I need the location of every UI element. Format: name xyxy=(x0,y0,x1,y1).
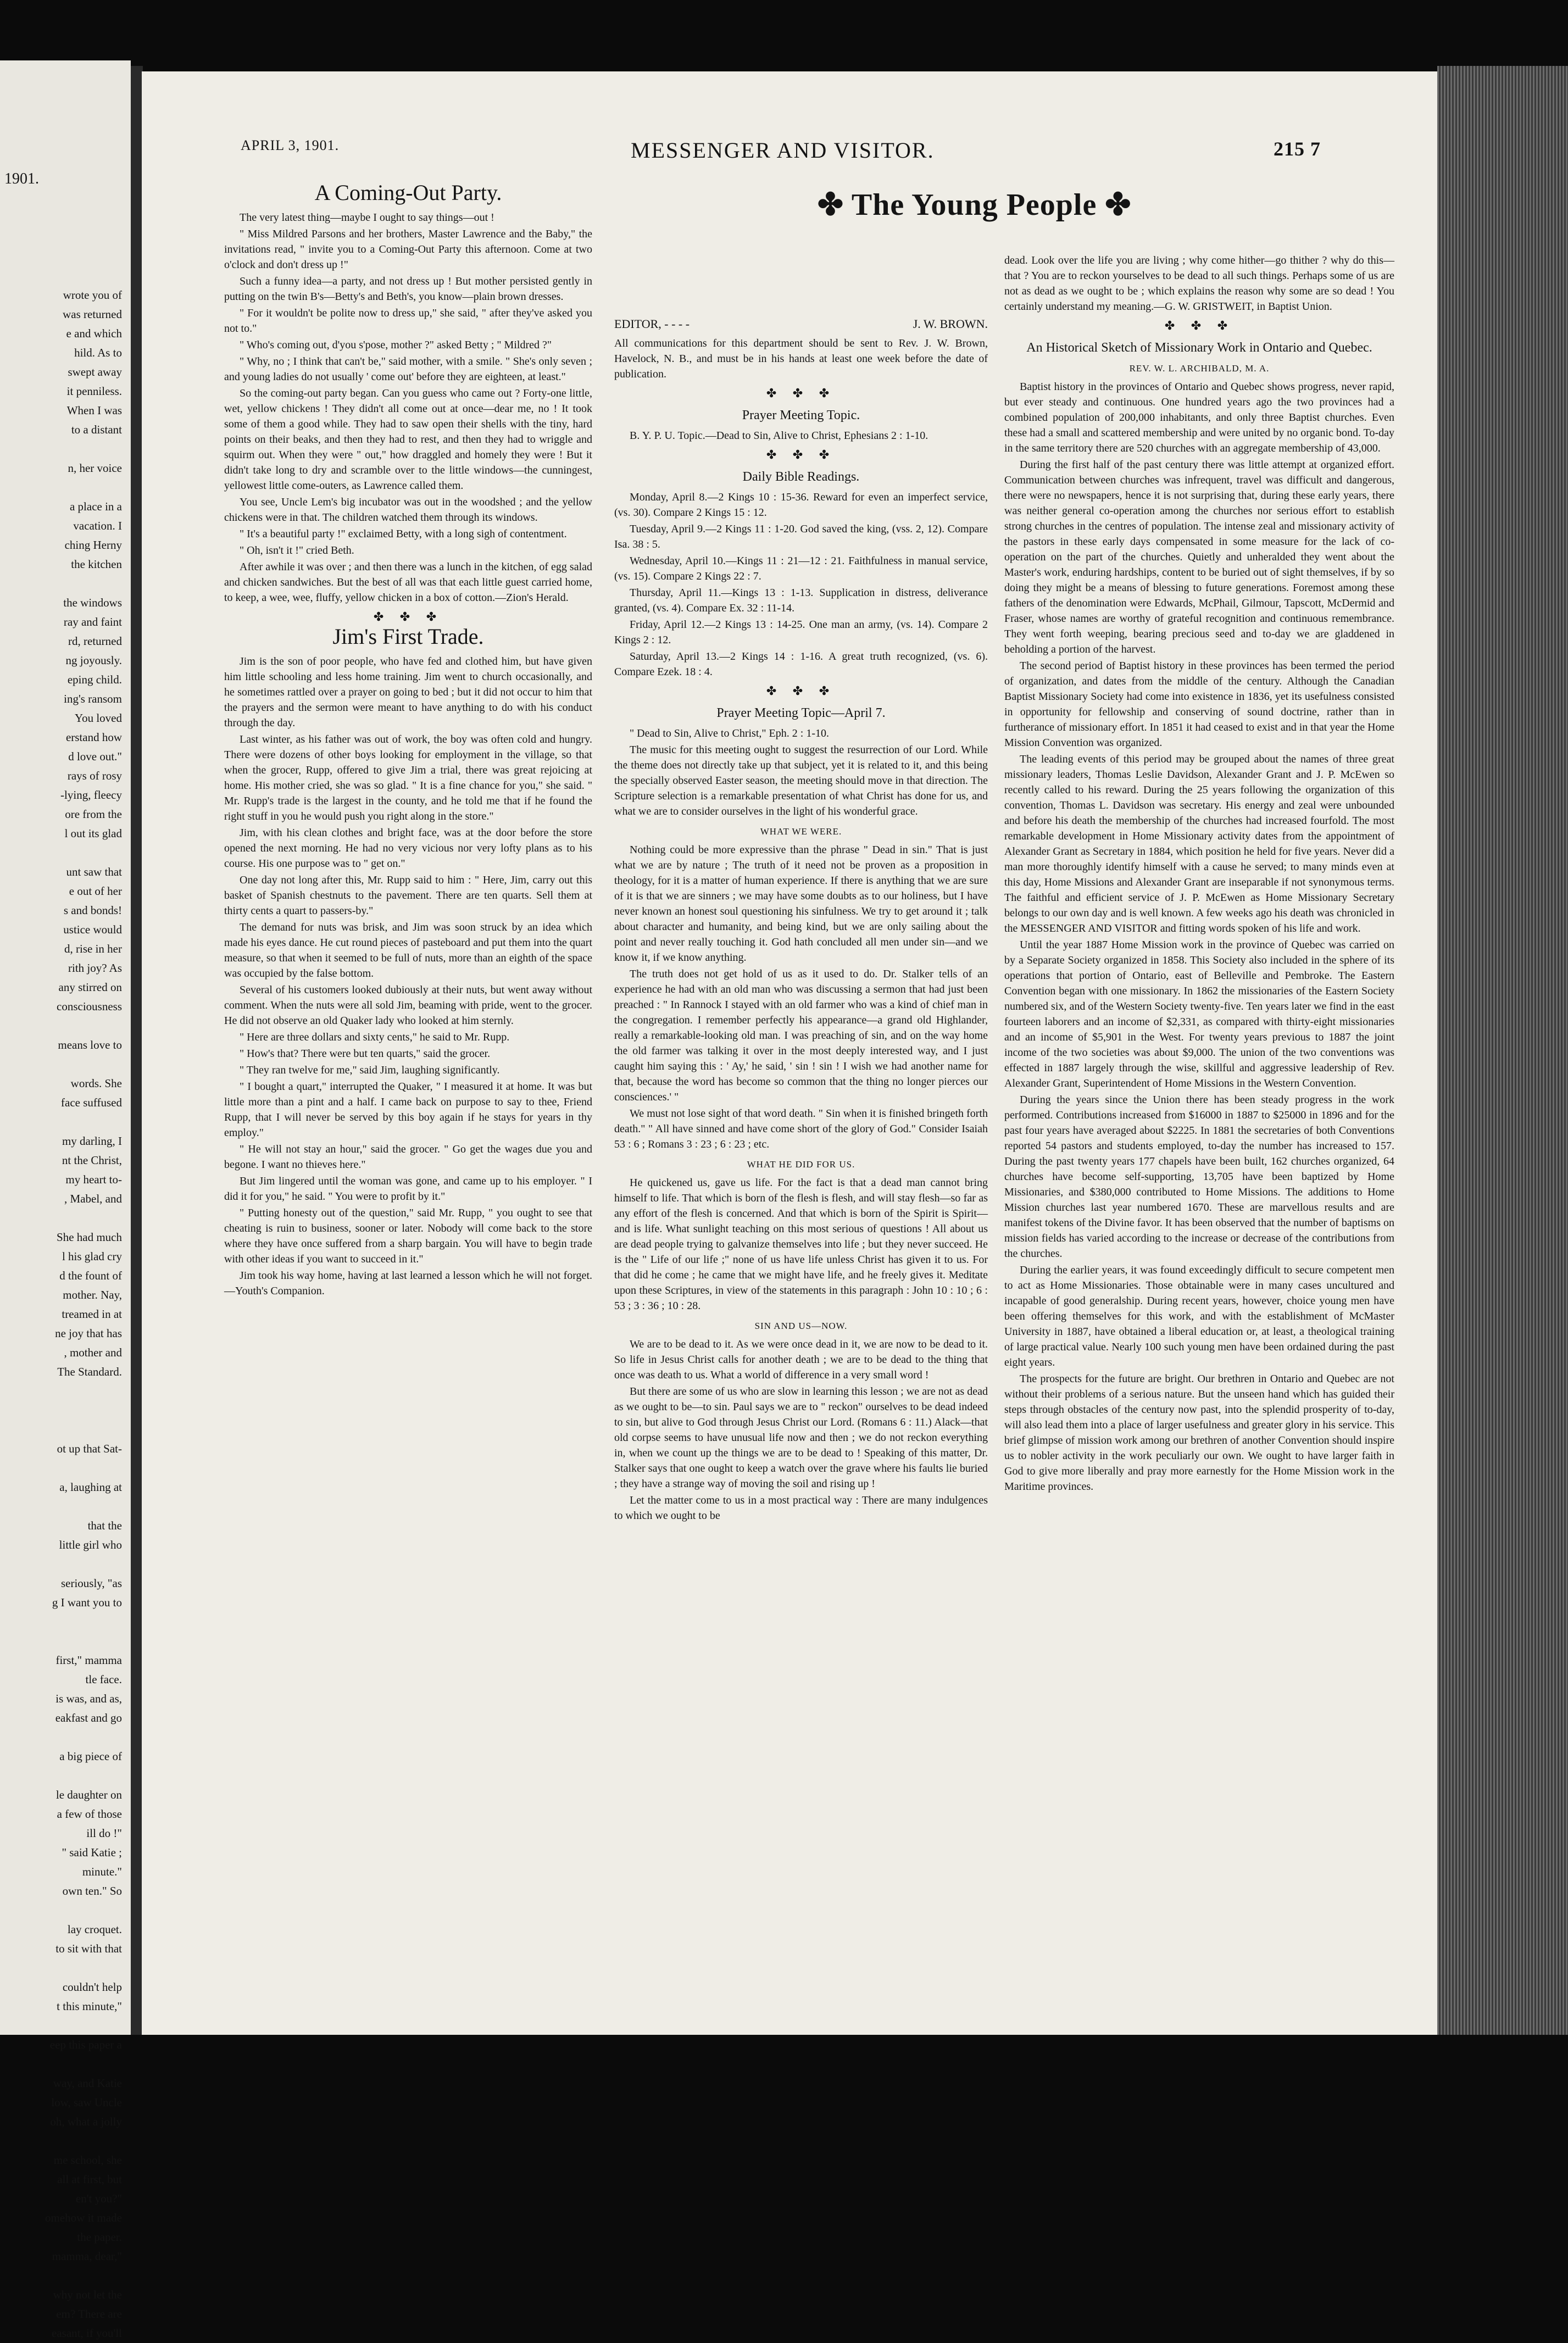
facing-page-line: a, laughing at xyxy=(59,1481,122,1494)
paragraph: The very latest thing—maybe I ought to say things—out ! xyxy=(240,212,494,224)
facing-page-line: low, saw Uncle xyxy=(51,2096,122,2109)
facing-page-line: eep this paper a xyxy=(49,2038,122,2051)
paragraph: But Jim lingered until the woman was gone, and came up to his employer. " I did it for you," he said. " You were to profit by it." xyxy=(224,1175,592,1203)
column-left xyxy=(224,181,592,1300)
facing-page-line: rith joy? As xyxy=(68,961,122,975)
facing-page-line: ray and faint xyxy=(63,615,122,628)
column-middle xyxy=(614,179,988,1524)
facing-page-line xyxy=(0,1382,126,1401)
sketch-title: An Historical Sketch of Missionary Work in Ontario and Quebec. xyxy=(1026,341,1372,355)
facing-page-line: -lying, fleecy xyxy=(60,788,122,802)
facing-page-line: first," mamma xyxy=(55,1654,122,1667)
facing-page-line xyxy=(0,1112,126,1132)
facing-page-line: face suffused xyxy=(61,1096,122,1109)
paragraph: Nothing could be more expressive than the phrase " Dead in sin." That is just what we are by nature ; The truth of it need not be proven as a proposition in theology, for it is a matter of human experience. If there is anything that we are sure of it is that we are sinners ; we may have some doubts as to our holiness, but I have never known an honest soul questioning his sinfulness. We try to get around it ; talk about character and humanity, and being kind, but we are only sailing about the point and never really touching it. God hath concluded all men under sin—and we know it, if we know anything. xyxy=(614,844,988,964)
paragraph: After awhile it was over ; and then there was a lunch in the kitchen, of egg salad and chicken sandwiches. But the best of all was that each little guest carried home, to keep, a wee, wee, fluffy, yellow chicken in a box of cotton.—Zion's Herald. xyxy=(224,561,593,604)
facing-page-line xyxy=(0,1401,126,1420)
paragraph: The leading events of this period may be grouped about the names of three great missionary leaders, Thomas Leslie Davidson, Alexander Grant and J. P. McEwen so recently called to his reward. During the 25 years following the organization of this convention, Thomas L. Davidson was secretary. His energy and zeal were unbounded and before his death the membership of the churches had increased fourfold. The most remarkable development in Home Missionary activity dates from the appointment of Alexander Grant as Secretary in 1884, which position he held for five years. Never did a man more thoroughly identify himself with a cause he served; to many minds even at this day, Home Missions and Alexander Grant are inseparable if not synonymous terms. The faithful and efficient service of J. P. McEwen as Home Missionary Secretary belongs to our own day and is well known. A few weeks ago his death was chronicled in the MESSENGER AND VISITOR and fitting words spoken of his life and work. xyxy=(1004,753,1394,934)
facing-page-line: em? There are xyxy=(56,2307,122,2320)
section-title: ✤ The Young People ✤ xyxy=(818,188,1132,222)
bible-reading: Saturday, April 13.—2 Kings 14 : 1-16. A great truth recognized, (vs. 6). Compare Ezek. 18 : 4. xyxy=(614,650,988,678)
facing-page-line: to a distant xyxy=(71,423,122,436)
facing-page-line: words. She xyxy=(70,1077,122,1090)
facing-page-line: e out of her xyxy=(69,884,122,898)
paragraph: " Who's coming out, d'you s'pose, mother ?" asked Betty ; " Mildred ?" xyxy=(240,339,552,351)
facing-page-line: l his glad cry xyxy=(62,1250,122,1263)
facing-page-line: rays of rosy xyxy=(67,769,122,782)
page-number: 215 7 xyxy=(1274,138,1321,160)
facing-page-line: swept away xyxy=(68,365,122,379)
what-he-did-body xyxy=(614,1175,988,1314)
paragraph: " Putting honesty out of the question," said Mr. Rupp, " you ought to see that cheating is ruin to business, sooner or later. Nobody will come back to the store where they have once suffered from a sharp bargain. You will have to begin trade with other ideas if you want to succeed in it." xyxy=(224,1207,592,1265)
facing-page-line xyxy=(0,478,126,497)
editor-line xyxy=(614,316,988,332)
facing-page-line: wrote you of xyxy=(63,288,122,302)
paragraph: We are to be dead to it. As we were once dead in it, we are now to be dead to it. So life in Jesus Christ calls for another death ; we are to be dead to the thing that once was death to us. What a world of difference in a very small word ! xyxy=(614,1338,988,1381)
facing-page-line: why not let the xyxy=(53,2288,122,2301)
facing-page-line: a big piece of xyxy=(59,1750,122,1763)
facing-page-line: was returned xyxy=(63,308,122,321)
facing-page-line xyxy=(0,1766,126,1785)
facing-page-line: ching Herny xyxy=(64,538,122,552)
facing-page-text xyxy=(0,286,126,2343)
ornament-divider: ✤ ✤ ✤ xyxy=(766,684,836,698)
paragraph: The music for this meeting ought to suggest the resurrection of our Lord. While the theme does not directly take up that subject, yet it is related to it, and this being the specially observed Easter season, the meeting should move in that direction. The Scripture selection is a remarkable presentation of what Christ has done for us, and what we are to consider ourselves in the light of his wonderful grace. xyxy=(614,744,988,817)
paragraph: He quickened us, gave us life. For the fact is that a dead man cannot bring himself to life. That which is born of the flesh is flesh, and will stay flesh—so far as any effort of the flesh is concerned. And that which is born of the Spirit is Spirit—and is life. What sunlight teaching on this most serious of questions ! All about us are dead people trying to galvanize themselves into life ; but they never succeed. He is the " Life of our life ;" none of us have life unless Christ has given it to us. For that did he come ; he came that we might have life, and he freely gives it. Meditate upon these Scriptures, in view of the statements in this paragraph : John 10 : 10 ; 6 : 53 ; 3 : 36 ; 10 : 28. xyxy=(614,1177,988,1312)
facing-page-line xyxy=(0,1612,126,1632)
paragraph: During the years since the Union there has been steady progress in the work performed. Contributions increased from $16000 in 1887 to $25000 in 1896 and for the past four years have averaged about $2225. In 1881 the secretaries of both Conventions reported 54 pastors and students employed, to-day the number has increased to 157. During the past twenty years 177 chapels have been built, 162 churches organized, 64 churches have become self-supporting, 13,705 have been baptized by Home Missionaries, and $380,000 contributed to Home Missions. The additions to Home Mission churches last year numbered 1670. These are marvellous results and are manifest tokens of the Divine favor. It has been observed that the number of baptisms on mission fields has varied according to the increase or decrease of the contributions from the churches. xyxy=(1004,1094,1394,1260)
facing-page-line: unt saw that xyxy=(66,865,122,878)
what-he-did-heading: WHAT HE DID FOR US. xyxy=(747,1159,855,1170)
facing-page-line: , Mabel, and xyxy=(64,1192,122,1205)
facing-page-line: " said Katie ; xyxy=(62,1846,122,1859)
facing-page-line xyxy=(0,2266,126,2285)
paragraph: " Why, no ; I think that can't be," said mother, with a smile. " She's only seven ; and young ladies do not usually ' come out' before they are eighteen, at least." xyxy=(224,355,592,383)
bible-readings-list xyxy=(614,489,988,680)
facing-page-line xyxy=(0,1459,126,1478)
page-gutter xyxy=(131,66,143,2035)
editor-name: J. W. BROWN. xyxy=(913,317,988,331)
facing-page-line: rd, returned xyxy=(68,635,122,648)
facing-page-line xyxy=(0,1555,126,1574)
paragraph: " They ran twelve for me," said Jim, laughing significantly. xyxy=(240,1064,500,1076)
facing-page-line xyxy=(0,843,126,862)
paragraph: The truth does not get hold of us as it used to do. Dr. Stalker tells of an experience he had with an old man who was discussing a sermon that had just been preached : " In Rannock I stayed with an old farmer who was a kind of chief man in the congregation. I remember perfectly his appearance—a grand old Highlander, really a remarkable-looking old man. I was preaching of sin, and on the way home the old farmer was talking it over in the most deeply interested way, and I just caught him saying this : ' Ay,' he said, ' sin ! sin ! I wish we had another name for that, because the word has become so common that the thing no longer pierces our consciences.' " xyxy=(614,968,988,1103)
facing-page-line: hild. As to xyxy=(74,346,122,359)
paragraph: Jim took his way home, having at last learned a lesson which he will not forget.—Youth's Companion. xyxy=(224,1270,592,1297)
facing-page-line: ot up that Sat- xyxy=(57,1442,122,1455)
facing-page-line: g I want you to xyxy=(52,1596,122,1609)
facing-page-line: t this minute," xyxy=(57,2000,122,2013)
facing-page-line: easant, if you'll xyxy=(52,2327,122,2340)
what-we-were-body xyxy=(614,842,988,1152)
book-edge xyxy=(1437,66,1568,2035)
issue-date: APRIL 3, 1901. xyxy=(241,137,340,153)
facing-page-line: tle face. xyxy=(85,1673,122,1686)
facing-page-line: the paper. xyxy=(77,2230,122,2244)
facing-page-line: le daughter on xyxy=(55,1788,122,1801)
paragraph: " It's a beautiful party !" exclaimed Betty, with a long sigh of contentment. xyxy=(240,528,567,540)
facing-page-line: d love out." xyxy=(68,750,122,763)
facing-page-line: vacation. I xyxy=(73,519,122,532)
facing-page-line: e and which xyxy=(66,327,122,340)
paragraph: So the coming-out party began. Can you guess who came out ? Forty-one little, wet, yellow chickens ! They didn't all come out at once—dear me, no ! It took some of them a good while. They had to saw open their shells with the tiny, hard points on their beaks, and then they had to rest, and then they had to wriggle and squirm out. When they were " out," how draggled and homely they were ! But it didn't take long to dry and scramble over to the little windows—the cunningest, yellowest little come-outers, as Lawrence called them. xyxy=(224,387,592,492)
paragraph: The prospects for the future are bright. Our brethren in Ontario and Quebec are not without their problems of a serious nature. But the unseen hand which has guided their steps through obstacles of the century now past, into the splendid prosperity of to-day, will also lead them into a place of larger usefulness and greater glory in his service. This brief glimpse of mission work among our brethren of another Convention should inspire us to nobler activity in the work peculiarly our own. We ought to have larger faith in God to give more liberally and pray more earnestly for the Home Mission work in the Maritime provinces. xyxy=(1004,1373,1394,1493)
bible-reading: Friday, April 12.—2 Kings 13 : 14-25. One man an army, (vs. 14). Compare 2 Kings 2 : 12. xyxy=(614,619,988,646)
facing-page-line: own ten." So xyxy=(62,1884,122,1897)
facing-page-line xyxy=(0,1016,126,1036)
facing-page-line: the windows xyxy=(63,596,122,609)
ornament-divider: ✤ ✤ ✤ xyxy=(373,610,443,624)
bible-reading: Tuesday, April 9.—2 Kings 11 : 1-20. God saved the king, (vss. 2, 12). Compare Isa. 38 : 5. xyxy=(614,523,988,550)
sin-and-us-heading: SIN AND US—NOW. xyxy=(754,1321,848,1331)
facing-page-line: eping child. xyxy=(67,673,122,686)
facing-page-line: all at first, but xyxy=(57,2173,122,2186)
facing-page-line xyxy=(0,1420,126,1439)
facing-page-line: my darling, I xyxy=(62,1134,122,1148)
paragraph: Let the matter come to us in a most practical way : There are many indulgences to which we ought to be xyxy=(614,1494,988,1522)
bible-reading: Monday, April 8.—2 Kings 10 : 15-36. Reward for even an imperfect service, (vs. 30). Compare 2 Kings 15 : 12. xyxy=(614,491,988,519)
facing-page-line: seriously, "as xyxy=(60,1577,122,1590)
facing-page-line: The Standard. xyxy=(57,1365,122,1378)
facing-page-line: ing's ransom xyxy=(64,692,122,705)
paragraph: During the earlier years, it was found exceedingly difficult to secure competent men to act as Home Missionaries. Those obtainable were in many cases uncultured and incapable of good generalship. During recent years, however, choice young men have been offering themselves for this work, and with the establishment of McMaster University in 1887, have obtained a liberal education or, at least, a theological training of large practical value. Nearly 100 such young men have been ordained during the past eight years. xyxy=(1004,1264,1394,1368)
facing-page-line xyxy=(0,574,126,593)
article-title-jims-first-trade: Jim's First Trade. xyxy=(332,624,484,649)
facing-page-line: my heart to- xyxy=(65,1173,122,1186)
paragraph: The second period of Baptist history in these provinces has been termed the period of organization, and dates from the middle of the century. Although the Canadian Baptist Missionary Society had come into existence in 1836, yet its usefulness consisted in opportunity for fellowship and conserving of sound doctrine, rather than in furtherance of missionary effort. In 1851 it had ceased to exist and in that year the Home Mission Convention was organized. xyxy=(1004,660,1394,749)
facing-page-line: l out its glad xyxy=(64,827,122,840)
facing-page-line: treamed in at xyxy=(62,1307,122,1321)
facing-page-line: to sit with that xyxy=(55,1942,122,1955)
facing-page-line xyxy=(0,1055,126,1074)
facing-page-line: d the fount of xyxy=(59,1269,122,1282)
facing-page-line: ne joy that has xyxy=(55,1327,122,1340)
facing-page-line: When I was xyxy=(66,404,122,417)
bible-reading: Wednesday, April 10.—Kings 11 : 21—12 : 21. Faithfulness in manual service, (vs. 15). Compare 2 Kings 22 : 7. xyxy=(614,555,988,582)
facing-page-line: ng joyously. xyxy=(65,654,122,667)
what-we-were-heading: WHAT WE WERE. xyxy=(760,826,842,837)
paragraph: Jim, with his clean clothes and bright face, was at the door before the store opened the next morning. He had no very vicious nor very lofty plans as to his course. His one purpose was to " get on." xyxy=(224,827,592,870)
facing-page-line xyxy=(0,1958,126,1978)
paragraph: Until the year 1887 Home Mission work in the province of Quebec was carried on by a Separate Society organized in 1858. This Society also included in the sphere of its operations that portion of Ontario, east of Belleville and Pembroke. The Eastern Convention began with one missionary. In 1862 the missionaries of the Eastern Society numbered six, and of the Western Society twenty-five. Ten years later we find in the east fourteen laborers and an income of $2,331, as compared with thirty-eight missionaries and an income of $5,901 in the West. For twenty years previous to 1887 the joint income of the two societies was about $9,000. The union of the two conventions was effected in 1887 largely through the wise, skillful and aggressive leadership of Rev. Alexander Grant, Superintendent of Home Missions in the Western Convention. xyxy=(1004,939,1394,1089)
facing-page-line xyxy=(0,1632,126,1651)
paragraph: " For it wouldn't be polite now to dress up," she said, " after they've asked you not to." xyxy=(224,307,592,335)
paragraph: Jim is the son of poor people, who have fed and clothed him, but have given him little schooling and less home training. Jim went to church occasionally, and he sometimes rattled over a prayer on going to bed ; but it did not occur to him that the prayers and the sermon were meant to have anything to do with his conduct through the day. xyxy=(224,655,592,729)
facing-page-line: ill do !" xyxy=(86,1827,122,1840)
paragraph: Last winter, as his father was out of work, the boy was often cold and hungry. There were dozens of other boys looking for employment in the village, so that when the grocer, Rupp, offered to give Jim a trial, there was great rejoicing at home. His mother cried, she was so glad. " It is a fine chance for you," she said. " Mr. Rupp's trade is the largest in the county, and he told me that if he found the right stuff in you he would push you right along in the store." xyxy=(224,733,592,822)
facing-page-line: means love to xyxy=(58,1038,122,1051)
facing-page-line: d, rise in her xyxy=(64,942,122,955)
paragraph: " I bought a quart," interrupted the Quaker, " I measured it at home. It was but little more than a pint and a half. I came back on purpose to say to thee, Friend Rupp, that I will never be served by this boy again if he stays for years in thy employ." xyxy=(224,1081,592,1139)
column-right xyxy=(1004,253,1394,1495)
facing-page-line: the kitchen xyxy=(71,558,122,571)
facing-page-line: couldn't help xyxy=(62,1980,122,1994)
facing-page-line xyxy=(0,2016,126,2035)
facing-page-line: is was, and as, xyxy=(55,1692,122,1705)
facing-page-line: You loved xyxy=(75,711,122,725)
newspaper-page xyxy=(142,71,1437,2035)
facing-page-line: a few of those xyxy=(57,1807,122,1821)
facing-page-line: n, her voice xyxy=(68,461,122,475)
facing-page-line: ore from the xyxy=(65,808,122,821)
facing-page-line xyxy=(0,2055,126,2074)
paragraph: But there are some of us who are slow in learning this lesson ; we are not as dead as we ought to be—to sin. Paul says we are to " reckon" ourselves to be dead indeed to sin, but alive to God through Jesus Christ our Lord. (Romans 6 : 11.) Alack—that old corpse seems to have unusual life now and then ; we do not reckon everything in, when we count up the things we are to be dead to ! Speaking of this matter, Dr. Stalker says that one ought to keep a watch over the grave where his faults lie buried ; they have a strange way of moving the soil and rising up ! xyxy=(614,1385,988,1490)
ornament-divider: ✤ ✤ ✤ xyxy=(1164,319,1235,332)
prayer-topic-title: Prayer Meeting Topic. xyxy=(742,408,860,422)
paragraph: During the first half of the past century there was little attempt at organized effort. Communication between churches was infrequent, travel was difficult and dangerous, there were no newspapers, hence it is not surprising that, during these early years, there was neither general co-operation among the churches nor serious effort to establish strong churches in the centres of population. The intense zeal and missionary activity of the pastors in these early days compensated in some measure for the lack of co-operation on the part of the churches. Quietly and unheralded they went about the Master's work, enduring hardships, content to be buried out of sight themselves, if by so doing they might be a means of blessing to future generations. Foremost among these fathers of the denomination were Edwards, McPhail, Gilmour, Tapscott, McDermid and Fraser, whose names are worthy of grateful recognition and continuous remembrance. They went forth weeping, bearing precious seed and to-day we are gladdened in beholding a portion of the harvest. xyxy=(1004,459,1394,655)
facing-page-year: 1901. xyxy=(4,170,39,187)
facing-page-line: lay croquet. xyxy=(67,1923,122,1936)
article-title-coming-out-party: A Coming-Out Party. xyxy=(314,180,502,205)
paragraph: The demand for nuts was brisk, and Jim was soon struck by an idea which made his eyes dance. He cut round pieces of pasteboard and put them into the quart measure, so that when it seemed to be full of nuts, more than an eighth of the space was occupied by the false bottom. xyxy=(224,921,592,980)
facing-page-line: it penniless. xyxy=(66,385,122,398)
facing-page-line: way, and Katie xyxy=(53,2077,122,2090)
facing-page-line: She had much xyxy=(57,1231,122,1244)
article-body-coming-out-party xyxy=(224,210,592,605)
facing-page-line: , mother and xyxy=(64,1346,122,1359)
paragraph: We must not lose sight of that word death. " Sin when it is finished bringeth forth death." " All have sinned and have come short of the glory of God." Consider Isaiah 53 : 6 ; Romans 3 : 23 ; 6 : 23 ; etc. xyxy=(614,1108,988,1150)
editor-notice: All communications for this department should be sent to Rev. J. W. Brown, Havelock, N. B., and must be in his hands at least one week before the date of publication. xyxy=(614,337,988,380)
facing-page-line xyxy=(0,1497,126,1516)
sketch-body xyxy=(1004,379,1394,1494)
paragraph: Such a funny idea—a party, and not dress up ! But mother persisted gently in putting on the twin B's—Betty's and Beth's, you know—plain brown dresses. xyxy=(224,275,592,303)
april7-topic-title: Prayer Meeting Topic—April 7. xyxy=(716,706,886,720)
facing-page-line: oh, what a jolly xyxy=(50,2115,122,2128)
continued-paragraph: dead. Look over the life you are living ; why come hither—go thither ? why do this—that ? You are to reckon yourselves to be dead to all such things. Perhaps some of us are not as dead as we ought to be ; which explains the reason why some are so dead ! You certainly understand my meaning.—G. W. GRISTWEIT, in Baptist Union. xyxy=(1004,254,1394,313)
paragraph: Baptist history in the provinces of Ontario and Quebec shows progress, never rapid, but ever steady and continuous. One hundred years ago the two provinces had a combined population of 200,000 inhabitants, and only three Baptist churches. Even these had a small and scattered membership and were united by no organic bond. To-day in the same territory there are 520 churches with an aggregate membership of 43,000. xyxy=(1004,381,1394,454)
facing-page-line xyxy=(0,1901,126,1920)
prayer-topic: B. Y. P. U. Topic.—Dead to Sin, Alive to Christ, Ephesians 2 : 1-10. xyxy=(630,430,928,442)
ornament-divider: ✤ ✤ ✤ xyxy=(766,448,836,461)
sin-and-us-body xyxy=(614,1337,988,1523)
paragraph: " Miss Mildred Parsons and her brothers, Master Lawrence and the Baby," the invitations read, " invite you to a Coming-Out Party this afternoon. Come at two o'clock and don't dress up !" xyxy=(224,228,592,271)
facing-page-line xyxy=(0,1728,126,1747)
april7-topic-body xyxy=(614,726,988,819)
facing-page xyxy=(0,60,131,2340)
facing-page-line: nt the Christ, xyxy=(62,1154,122,1167)
sketch-author: REV. W. L. ARCHIBALD, M. A. xyxy=(1129,363,1270,374)
article-body-jims-first-trade xyxy=(224,654,592,1299)
facing-page-line: minute." xyxy=(82,1865,122,1878)
paragraph: One day not long after this, Mr. Rupp said to him : " Here, Jim, carry out this basket of Spanish chestnuts to the pavement. There are ten quarts. Sell them at thirty cents a quart to passers-by." xyxy=(224,874,592,917)
ornament-divider: ✤ ✤ ✤ xyxy=(766,386,836,400)
facing-page-line xyxy=(0,1209,126,1228)
facing-page-line: s and bonds! xyxy=(63,904,122,917)
facing-page-line: little girl who xyxy=(59,1538,122,1551)
facing-page-line: me school, she xyxy=(53,2153,122,2167)
paragraph: " How's that? There were but ten quarts," said the grocer. xyxy=(240,1048,491,1060)
facing-page-line: mother. Nay, xyxy=(63,1288,122,1301)
bible-reading: Thursday, April 11.—Kings 13 : 1-13. Supplication in distress, deliverance granted, (vs. 4). Compare Ex. 32 : 11-14. xyxy=(614,587,988,614)
facing-page-line xyxy=(0,439,126,459)
editor-label: EDITOR, - - - - xyxy=(614,317,690,331)
facing-page-line: consciousness xyxy=(57,1000,122,1013)
paragraph: " He will not stay an hour," said the grocer. " Go get the wages due you and begone. I want no thieves here." xyxy=(224,1143,592,1171)
facing-page-line xyxy=(0,2131,126,2151)
paragraph: " Oh, isn't it !" cried Beth. xyxy=(240,544,354,556)
facing-page-line: that the xyxy=(87,1519,122,1532)
bible-readings-title: Daily Bible Readings. xyxy=(742,470,860,484)
paragraph: Several of his customers looked dubiously at their nuts, but went away without comment. When the nuts were all sold Jim, beaming with pride, went to the grocer. He did not observe an old Quaker lady who looked at him sternly. xyxy=(224,984,592,1027)
paragraph: You see, Uncle Lem's big incubator was out in the woodshed ; and the yellow chickens were in that. The children watched them through its windows. xyxy=(224,496,592,524)
facing-page-line: mamma, dear," xyxy=(52,2250,122,2263)
masthead-title: MESSENGER AND VISITOR. xyxy=(631,138,935,163)
facing-page-line: eakfast and go xyxy=(55,1711,122,1724)
facing-page-line: ustice would xyxy=(63,923,122,936)
facing-page-line: omehow it made xyxy=(45,2211,122,2224)
facing-page-line: erstand how xyxy=(65,731,122,744)
facing-page-line: any stirred on xyxy=(58,981,122,994)
facing-page-line: en't you?" xyxy=(75,2192,122,2205)
paragraph: " Dead to Sin, Alive to Christ," Eph. 2 : 1-10. xyxy=(630,727,829,739)
facing-page-line: a place in a xyxy=(69,500,122,513)
paragraph: " Here are three dollars and sixty cents," he said to Mr. Rupp. xyxy=(240,1031,510,1043)
